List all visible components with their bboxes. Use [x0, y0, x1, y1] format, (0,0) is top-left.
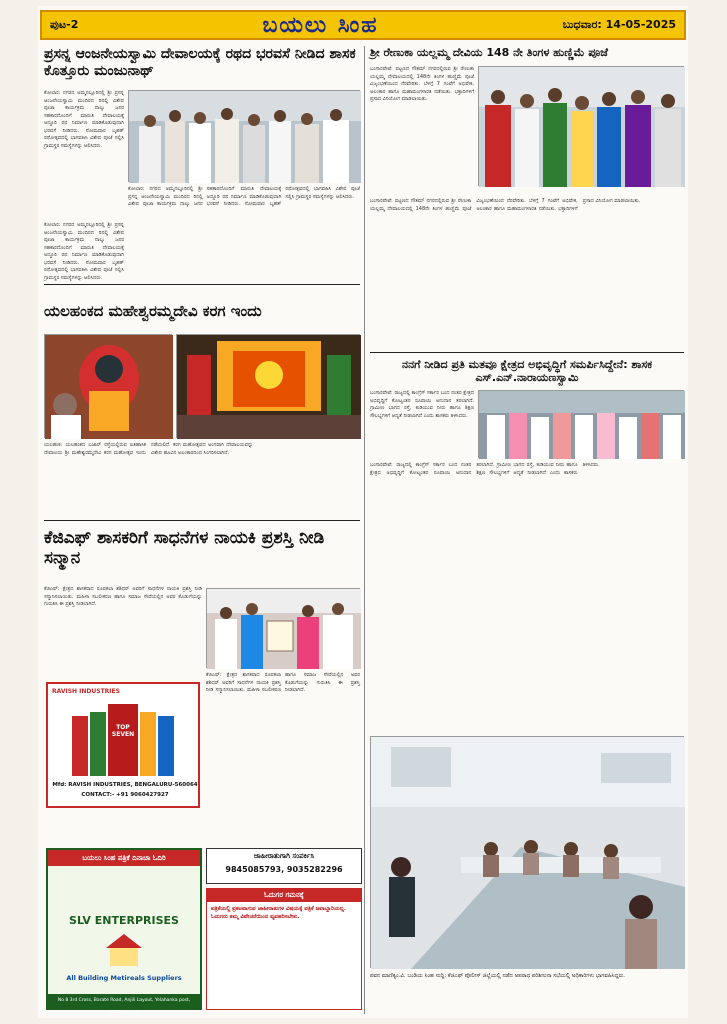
slv-enterprises-ad [46, 848, 202, 1017]
reader-notice [206, 888, 362, 1010]
article-4-body: ಬಂಗಾರಪೇಟೆ: ರಾಜ್ಯದಲ್ಲಿ ಕಾಂಗ್ರೆಸ್ ಸರ್ಕಾರ ಬಂದ ನಂತರ ಕ್ಷೇತ್ರದ ಅಭಿವೃದ್ಧಿಗೆ ಕೋಟ್ಯಂತರ ರೂಪಾಯಿ ಅನುದಾನ ತರಲಾಗಿದೆ. ಗ್ರಾಮೀಣ ಭಾಗದ ರಸ್ತೆ, ಕುಡಿಯುವ ನೀರು ಹಾಗೂ ಶಿಕ್ಷಣ ಸೌಲಭ್ಯಗಳಿಗೆ ಆದ್ಯತೆ ನೀಡಲಾಗಿದೆ ಎಂದು ಶಾಸಕರು ತಿಳಿಸಿದರು. [370, 390, 474, 419]
article-6-caption: ಪವನ ಮಾಣಿಕ್ಯಂ.ವಿ. ಬಂಡಿಯ ಸಿಂಹ ಸುದ್ದಿ: ಕೆಜಿಎಫ್ ಪೊಲೀಸ್ ಜಿಲ್ಲೆಯಲ್ಲಿ ನಡೆದ ಅಪರಾಧ ಪರಿಶೀಲನಾ ಸಭೆಯಲ್ಲಿ ಅಧಿಕಾರಿಗಳು ಭಾಗವಹಿಸಿದ್ದರು. [370, 973, 626, 979]
article-3-photo-temple [176, 334, 360, 438]
article-3-photo-deity [44, 334, 172, 438]
slv-banner: ಬಯಲು ಸಿಂಹ ಪತ್ರಿಕೆ ದಿನಾಚಾ ಓದಿರಿ [48, 850, 200, 866]
ravish-product: TOP SEVEN [111, 724, 135, 738]
article-5-photo [206, 588, 360, 668]
newspaper-page [38, 6, 688, 1018]
page-number: ಪುಟ-2 [50, 18, 79, 31]
paper-title: ಬಯಲು ಸಿಂಹ [262, 12, 379, 38]
masthead [40, 10, 686, 40]
ravish-address: Mfd: RAVISH INDUSTRIES, BENGALURU-560064 [52, 782, 198, 788]
article-1-body-cont: ಕೋಲಾರ: ನಗರದ ಅಮ್ಮನಲ್ಲೂರಿನಲ್ಲಿ ಶ್ರೀ ಪ್ರಸನ್ನ ಆಂಜನೇಯಸ್ವಾಮಿ ಮಂದಿರದ ರಿನಲ್ಲಿ ವಿಶೇಷ ಪೂಜಾ ಕಾರ್ಯಕ್ರಮ ನಾಲ್ಕು ಜನರ ಸಹಕಾರದೊಂದಿಗೆ ಮಾರುತಿ ದೇವಾಲಯಕ್ಕೆ ಅದ್ದೂರಿ ರಥ ನಿರ್ಮಾಣ ಮಾಡಿಕೊಡುವುದಾಗಿ ಭರವಸೆ ನೀಡಿದರು. ಸೋಮವಾರ ಬೃಹತ್ ರಥೋತ್ಸವದಲ್ಲಿ ಭಾಗವಹಿಸಿ ವಿಶೇಷ ಪೂಜೆ ಸಲ್ಲಿಸಿ ಗ್ರಾಮಸ್ಥರ ಸಮಸ್ಯೆಗಳನ್ನು ಆಲಿಸಿದರು. [128, 186, 360, 207]
ravish-contact: CONTACT:- +91 9060427927 [81, 792, 169, 798]
section-rule [370, 352, 684, 353]
slv-name: SLV ENTERPRISES [69, 914, 179, 927]
slv-tagline: All Building Metireals Suppliers [66, 974, 182, 982]
article-2-body-cont: ಬಂಗಾರಪೇಟೆ: ಪಟ್ಟಣದ ಗೌತಮ್ ನಗರದಲ್ಲಿರುವ ಶ್ರೀ ರೇಣುಕಾ ಯಲ್ಲಮ್ಮ ದೇವಾಲಯದಲ್ಲಿ 148ನೇ ತಿಂಗಳ ಹುಣ್ಣಿಮೆ ಪೂಜೆ ವಿಜೃಂಭಣೆಯಿಂದ ನೆರವೇರಿತು. ಬೆಳಿಗ್ಗೆ 7 ಗಂಟೆಗೆ ಅಭಿಷೇಕ, ಅಲಂಕಾರ ಹಾಗೂ ಮಹಾಮಂಗಳಾರತಿ ನಡೆಯಿತು. ಭಕ್ತಾದಿಗಳಿಗೆ ಪ್ರಸಾದ ವಿನಿಯೋಗ ಮಾಡಲಾಯಿತು. [370, 198, 641, 212]
article-2-photo [478, 66, 684, 186]
article-1-headline: ಪ್ರಸನ್ನ ಆಂಜನೇಯಸ್ವಾಮಿ ದೇವಾಲಯಕ್ಕೆ ರಥದ ಭರವಸೆ ನೀಡಿದ ಶಾಸಕ ಕೊತ್ತೂರು ಮಂಜುನಾಥ್ [44, 46, 356, 79]
ad-contact-title: ಜಾಹೀರಾತುಗಾಗಿ ಸಂಪರ್ಕಿಸಿ [253, 852, 315, 860]
reader-notice-body: ಪತ್ರಿಕೆಯಲ್ಲಿ ಪ್ರಕಟವಾಗುವ ಜಾಹೀರಾತುಗಳ ವಿಷಯಕ್ಕೆ ಪತ್ರಿಕೆ ಜವಾಬ್ದಾರಿಯಲ್ಲ. ಓದುಗರು ತಮ್ಮ ವಿವೇಚನೆಯಿಂದ ವ್ಯವಹರಿಸಬೇಕು. [211, 906, 347, 920]
section-rule [44, 284, 360, 285]
article-4-headline: ನನಗೆ ನೀಡಿದ ಪ್ರತಿ ಮತವೂ ಕ್ಷೇತ್ರದ ಅಭಿವೃದ್ಧಿಗೆ ಸಮರ್ಪಿಸಿದ್ದೇನೆ: ಶಾಸಕ ಎಸ್.ಎನ್.ನಾರಾಯಣಸ್ವಾಮಿ [401, 358, 653, 385]
article-6-photo [370, 736, 684, 968]
issue-date: ಬುಧವಾರ: 14-05-2025 [562, 18, 676, 31]
article-1-body-side: ಕೋಲಾರ: ನಗರದ ಅಮ್ಮನಲ್ಲೂರಿನಲ್ಲಿ ಶ್ರೀ ಪ್ರಸನ್ನ ಆಂಜನೇಯಸ್ವಾಮಿ ಮಂದಿರದ ರಿನಲ್ಲಿ ವಿಶೇಷ ಪೂಜಾ ಕಾರ್ಯಕ್ರಮ ನಾಲ್ಕು ಜನರ ಸಹಕಾರದೊಂದಿಗೆ ಮಾರುತಿ ದೇವಾಲಯಕ್ಕೆ ಅದ್ದೂರಿ ರಥ ನಿರ್ಮಾಣ ಮಾಡಿಕೊಡುವುದಾಗಿ ಭರವಸೆ ನೀಡಿದರು. ಸೋಮವಾರ ಬೃಹತ್ ರಥೋತ್ಸವದಲ್ಲಿ ಭಾಗವಹಿಸಿ ವಿಶೇಷ ಪೂಜೆ ಸಲ್ಲಿಸಿ ಗ್ರಾಮಸ್ಥರ ಸಮಸ್ಯೆಗಳನ್ನು ಆಲಿಸಿದರು. [44, 222, 124, 281]
article-4-photo [478, 390, 684, 458]
ad-contact-box [206, 848, 362, 884]
article-5-headline: ಕೆಜಿಎಫ್ ಶಾಸಕರಿಗೆ ಸಾಧನೆಗಳ ನಾಯಕಿ ಪ್ರಶಸ್ತಿ ನೀಡಿ ಸನ್ಮಾನ [44, 528, 325, 569]
column-divider [364, 46, 365, 1014]
article-4-body-cont: ಬಂಗಾರಪೇಟೆ: ರಾಜ್ಯದಲ್ಲಿ ಕಾಂಗ್ರೆಸ್ ಸರ್ಕಾರ ಬಂದ ನಂತರ ಕ್ಷೇತ್ರದ ಅಭಿವೃದ್ಧಿಗೆ ಕೋಟ್ಯಂತರ ರೂಪಾಯಿ ಅನುದಾನ ತರಲಾಗಿದೆ. ಗ್ರಾಮೀಣ ಭಾಗದ ರಸ್ತೆ, ಕುಡಿಯುವ ನೀರು ಹಾಗೂ ಶಿಕ್ಷಣ ಸೌಲಭ್ಯಗಳಿಗೆ ಆದ್ಯತೆ ನೀಡಲಾಗಿದೆ ಎಂದು ಶಾಸಕರು ತಿಳಿಸಿದರು. [370, 462, 600, 476]
article-5-body: ಕೆಜಿಎಫ್: ಕ್ಷೇತ್ರದ ಶಾಸಕರಾದ ರೂಪಕಲಾ ಶಶಿಧರ್ ಅವರಿಗೆ ಸಾಧನೆಗಳ ನಾಯಕಿ ಪ್ರಶಸ್ತಿ ನೀಡಿ ಸನ್ಮಾನಿಸಲಾಯಿತು. ಮಹಿಳಾ ಸಬಲೀಕರಣ ಹಾಗೂ ಸಮಾಜ ಸೇವೆಯಲ್ಲಿನ ಅವರ ಕೊಡುಗೆಯನ್ನು ಗುರುತಿಸಿ ಈ ಪ್ರಶಸ್ತಿ ನೀಡಲಾಗಿದೆ. [44, 586, 202, 607]
ravish-brand: RAVISH INDUSTRIES [52, 688, 120, 695]
ravish-industries-ad [46, 682, 200, 808]
article-3-body: ಯಲಹಂಕ: ಯಲಹಂಕದ ಬಜಾರ್ ರಸ್ತೆಯಲ್ಲಿರುವ ಐತಿಹಾಸಿಕ ದೇವಾಲಯ ಶ್ರೀ ಮಹೇಶ್ವರಮ್ಮದೇವಿ ಕರಗ ಮಹೋತ್ಸವ ಇಂದು ನಡೆಯಲಿದೆ. ಕರಗ ಮಹೋತ್ಸವದ ಅಂಗವಾಗಿ ದೇವಾಲಯವನ್ನು ವಿಶೇಷ ಹೂವಿನ ಅಲಂಕಾರದಿಂದ ಸಿಂಗರಿಸಲಾಗಿದೆ. [44, 442, 253, 456]
article-2-headline: ಶ್ರೀ ರೇಣುಕಾ ಯಲ್ಲಮ್ಮ ದೇವಿಯ 148 ನೇ ತಿಂಗಳ ಹುಣ್ಣಿಮೆ ಪೂಜೆ [370, 46, 608, 59]
article-5-body-cont: ಕೆಜಿಎಫ್: ಕ್ಷೇತ್ರದ ಶಾಸಕರಾದ ರೂಪಕಲಾ ಶಶಿಧರ್ ಅವರಿಗೆ ಸಾಧನೆಗಳ ನಾಯಕಿ ಪ್ರಶಸ್ತಿ ನೀಡಿ ಸನ್ಮಾನಿಸಲಾಯಿತು. ಮಹಿಳಾ ಸಬಲೀಕರಣ ಹಾಗೂ ಸಮಾಜ ಸೇವೆಯಲ್ಲಿನ ಅವರ ಕೊಡುಗೆಯನ್ನು ಗುರುತಿಸಿ ಈ ಪ್ರಶಸ್ತಿ ನೀಡಲಾಗಿದೆ. [206, 672, 360, 693]
article-3-headline: ಯಲಹಂಕದ ಮಹೇಶ್ವರಮ್ಮದೇವಿ ಕರಗ ಇಂದು [44, 302, 262, 320]
article-1-body: ಕೋಲಾರ: ನಗರದ ಅಮ್ಮನಲ್ಲೂರಿನಲ್ಲಿ ಶ್ರೀ ಪ್ರಸನ್ನ ಆಂಜನೇಯಸ್ವಾಮಿ ಮಂದಿರದ ರಿನಲ್ಲಿ ವಿಶೇಷ ಪೂಜಾ ಕಾರ್ಯಕ್ರಮ ನಾಲ್ಕು ಜನರ ಸಹಕಾರದೊಂದಿಗೆ ಮಾರುತಿ ದೇವಾಲಯಕ್ಕೆ ಅದ್ದೂರಿ ರಥ ನಿರ್ಮಾಣ ಮಾಡಿಕೊಡುವುದಾಗಿ ಭರವಸೆ ನೀಡಿದರು. ಸೋಮವಾರ ಬೃಹತ್ ರಥೋತ್ಸವದಲ್ಲಿ ಭಾಗವಹಿಸಿ ವಿಶೇಷ ಪೂಜೆ ಸಲ್ಲಿಸಿ ಗ್ರಾಮಸ್ಥರ ಸಮಸ್ಯೆಗಳನ್ನು ಆಲಿಸಿದರು. [44, 90, 124, 149]
ad-contact-phones: 9845085793, 9035282296 [225, 865, 343, 874]
section-rule [44, 520, 360, 521]
slv-footer: No 8 3rd Cross, Barate Road, Anjili Layout, Yelahanka post, Bangalore-64 [48, 994, 200, 1008]
reader-notice-title: ಓದುಗರ ಗಮನಕ್ಕೆ [207, 889, 361, 902]
article-1-photo [128, 90, 360, 182]
article-2-body: ಬಂಗಾರಪೇಟೆ: ಪಟ್ಟಣದ ಗೌತಮ್ ನಗರದಲ್ಲಿರುವ ಶ್ರೀ ರೇಣುಕಾ ಯಲ್ಲಮ್ಮ ದೇವಾಲಯದಲ್ಲಿ 148ನೇ ತಿಂಗಳ ಹುಣ್ಣಿಮೆ ಪೂಜೆ ವಿಜೃಂಭಣೆಯಿಂದ ನೆರವೇರಿತು. ಬೆಳಿಗ್ಗೆ 7 ಗಂಟೆಗೆ ಅಭಿಷೇಕ, ಅಲಂಕಾರ ಹಾಗೂ ಮಹಾಮಂಗಳಾರತಿ ನಡೆಯಿತು. ಭಕ್ತಾದಿಗಳಿಗೆ ಪ್ರಸಾದ ವಿನಿಯೋಗ ಮಾಡಲಾಯಿತು. [370, 66, 474, 102]
